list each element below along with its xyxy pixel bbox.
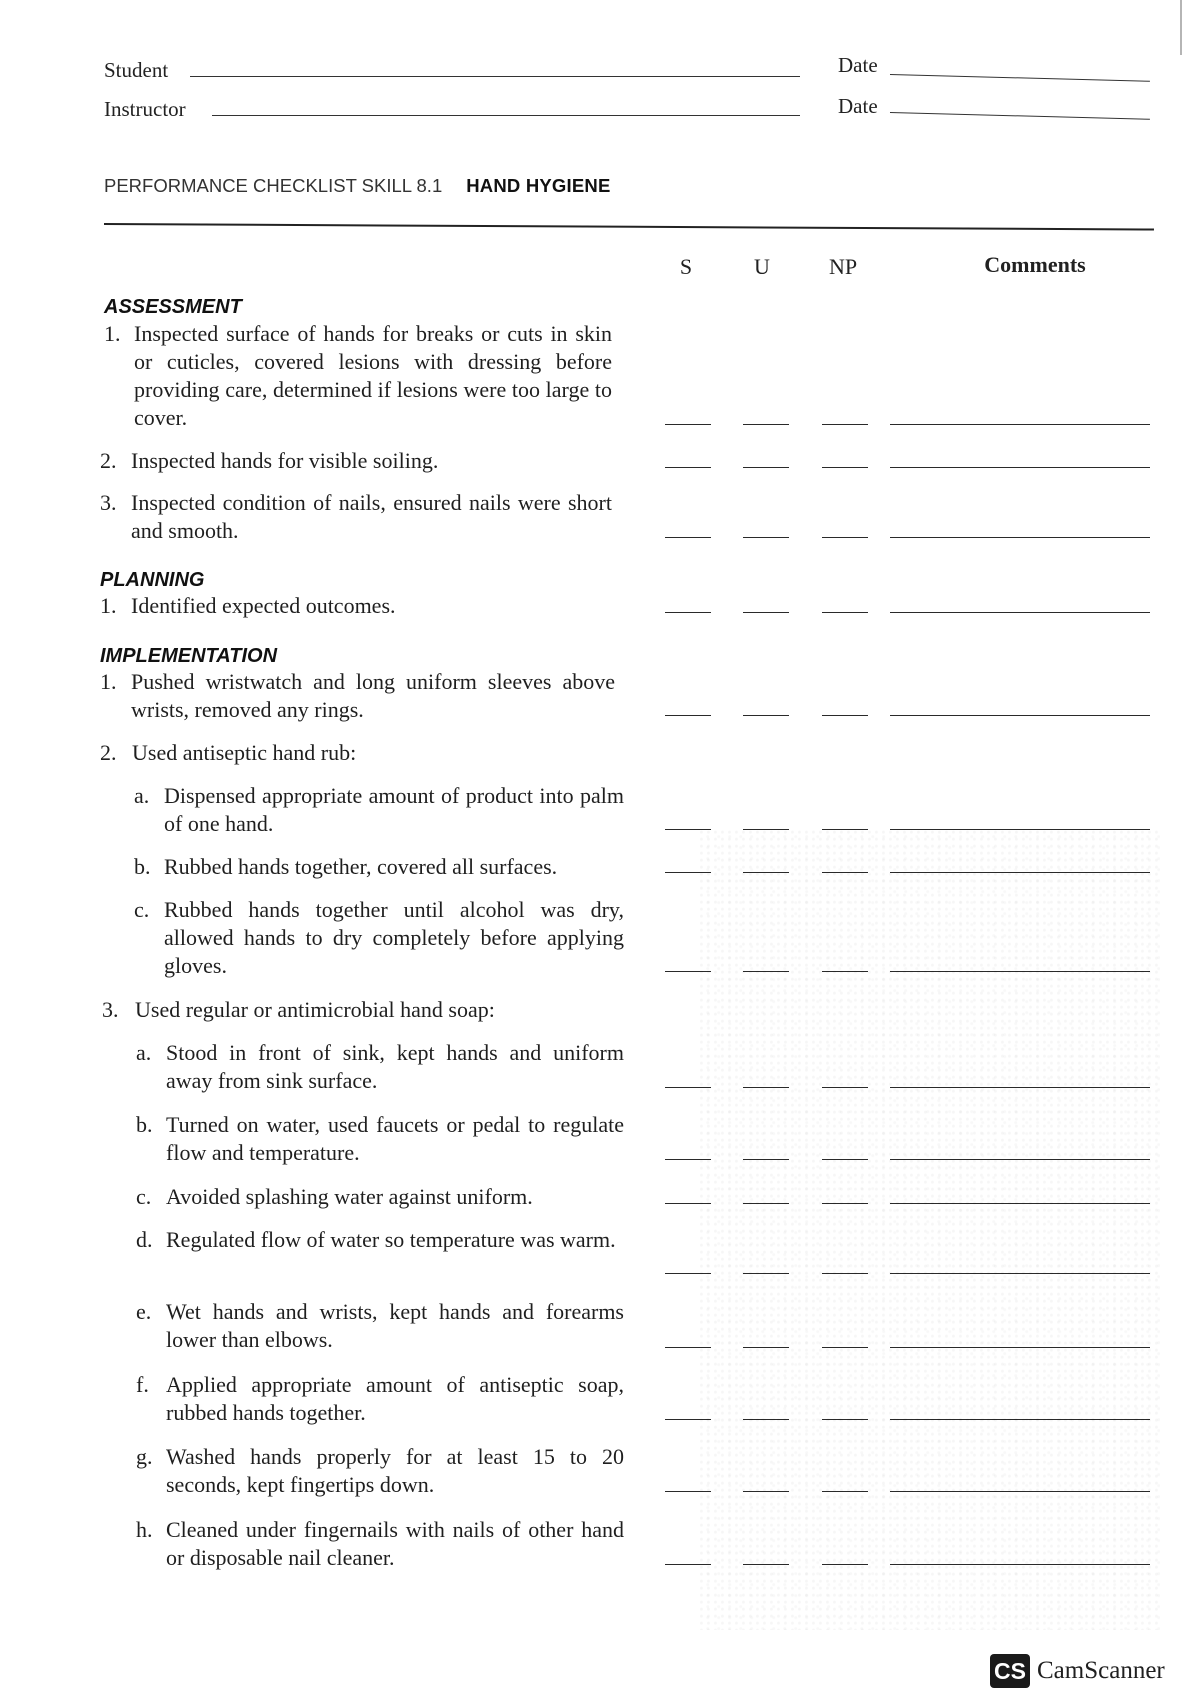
item-number: 3.: [100, 490, 117, 515]
blank-np[interactable]: [822, 467, 868, 468]
item-number: 1.: [100, 669, 117, 694]
item-text: Inspected condition of nails, ensured nails were short and smooth.: [131, 490, 612, 543]
blank-np[interactable]: [822, 612, 868, 613]
date-label-student: Date: [838, 53, 878, 77]
blank-s[interactable]: [665, 612, 711, 613]
col-head-comments: Comments: [984, 252, 1086, 277]
item-text: Stood in front of sink, kept hands and uniform away from sink surface.: [166, 1040, 624, 1093]
blank-s[interactable]: [665, 424, 711, 425]
item-text: Avoided splashing water against uniform.: [166, 1184, 533, 1209]
blank-np[interactable]: [822, 715, 868, 716]
blank-u[interactable]: [743, 537, 789, 538]
item-text: Washed hands properly for at least 15 to 20 seconds, kept fingertips down.: [166, 1444, 624, 1497]
item-text: Inspected hands for visible soiling.: [131, 448, 439, 473]
col-head-u: U: [754, 254, 770, 279]
item-text: Rubbed hands together, covered all surfaces.: [164, 854, 558, 879]
blank-comments[interactable]: [890, 424, 1150, 425]
item-text: Used antiseptic hand rub:: [132, 740, 357, 765]
item-number: 2.: [100, 448, 117, 473]
student-line[interactable]: [190, 76, 800, 77]
list-item: [136, 1371, 624, 1427]
item-number: c.: [136, 1184, 152, 1209]
list-item: [136, 1039, 624, 1095]
blank-u[interactable]: [743, 715, 789, 716]
blank-comments[interactable]: [890, 467, 1150, 468]
blank-np[interactable]: [822, 424, 868, 425]
list-item: [134, 896, 624, 980]
item-number: a.: [136, 1040, 152, 1065]
checklist-title: [104, 175, 611, 197]
blank-u[interactable]: [743, 612, 789, 613]
title-rule: [104, 223, 1154, 230]
item-number: 3.: [102, 997, 119, 1022]
blank-u[interactable]: [743, 467, 789, 468]
list-item: [100, 489, 612, 545]
section-implementation: IMPLEMENTATION: [100, 645, 278, 667]
item-text: Pushed wristwatch and long uniform sleeves above wrists, removed any rings.: [131, 669, 615, 722]
list-item: [136, 1516, 624, 1572]
item-text: Cleaned under fingernails with nails of other hand or disposable nail cleaner.: [166, 1517, 624, 1570]
item-number: c.: [134, 897, 150, 922]
title-name: HAND HYGIENE: [466, 175, 611, 196]
camscanner-logo-icon: CS: [990, 1654, 1030, 1688]
item-number: h.: [136, 1517, 153, 1542]
blank-s[interactable]: [665, 467, 711, 468]
item-number: g.: [136, 1444, 153, 1469]
list-item: [136, 1183, 624, 1211]
item-number: e.: [136, 1299, 152, 1324]
item-number: 2.: [100, 740, 117, 765]
blank-comments[interactable]: [890, 715, 1150, 716]
item-text: Turned on water, used faucets or pedal to regulate flow and temperature.: [166, 1112, 624, 1165]
list-item: [104, 320, 612, 432]
date-label-instructor: Date: [838, 94, 878, 118]
item-text: Rubbed hands together until alcohol was dry, allowed hands to dry completely before applying gloves.: [164, 897, 624, 978]
list-item: [100, 592, 612, 620]
col-head-np: NP: [828, 254, 858, 279]
item-number: f.: [136, 1372, 149, 1397]
blank-comments[interactable]: [890, 612, 1150, 613]
list-item: [100, 447, 612, 475]
item-number: b.: [136, 1112, 153, 1137]
blank-s[interactable]: [665, 537, 711, 538]
section-planning: PLANNING: [100, 569, 205, 591]
item-text: Used regular or antimicrobial hand soap:: [135, 997, 495, 1022]
instructor-label: Instructor: [104, 97, 186, 121]
blank-s[interactable]: [665, 715, 711, 716]
section-assessment: ASSESSMENT: [104, 296, 242, 318]
item-text: Dispensed appropriate amount of product into palm of one hand.: [164, 783, 624, 836]
list-item: [102, 996, 622, 1024]
item-text: Identified expected outcomes.: [131, 593, 396, 618]
item-text: Applied appropriate amount of antiseptic soap, rubbed hands together.: [166, 1372, 624, 1425]
list-item: [134, 782, 624, 838]
blank-u[interactable]: [743, 424, 789, 425]
item-number: a.: [134, 783, 150, 808]
item-text: Inspected surface of hands for breaks or cuts in skin or cuticles, covered lesions with dressing before providing care, determined if lesions were too large to cover.: [134, 321, 612, 430]
date-line-instructor[interactable]: [890, 112, 1150, 120]
blank-comments[interactable]: [890, 537, 1150, 538]
item-number: d.: [136, 1227, 153, 1252]
list-item: [134, 853, 624, 881]
list-item: [136, 1111, 624, 1167]
list-item: [100, 668, 615, 724]
scan-edge-mark: [1180, 0, 1182, 55]
col-head-s: S: [679, 254, 693, 279]
list-item: [136, 1298, 624, 1354]
item-text: Wet hands and wrists, kept hands and forearms lower than elbows.: [166, 1299, 624, 1352]
title-prefix: PERFORMANCE CHECKLIST SKILL 8.1: [104, 175, 443, 196]
item-text: Regulated flow of water so temperature was warm.: [166, 1227, 616, 1252]
item-number: 1.: [104, 321, 121, 346]
date-line-student[interactable]: [890, 74, 1150, 82]
scan-noise: [700, 830, 1160, 1630]
camscanner-label: CamScanner: [1037, 1657, 1165, 1684]
student-label: Student: [104, 58, 169, 82]
item-number: 1.: [100, 593, 117, 618]
list-item: [136, 1443, 624, 1499]
item-number: b.: [134, 854, 151, 879]
list-item: [100, 739, 615, 767]
list-item: [136, 1226, 624, 1254]
instructor-line[interactable]: [212, 115, 800, 116]
blank-np[interactable]: [822, 537, 868, 538]
